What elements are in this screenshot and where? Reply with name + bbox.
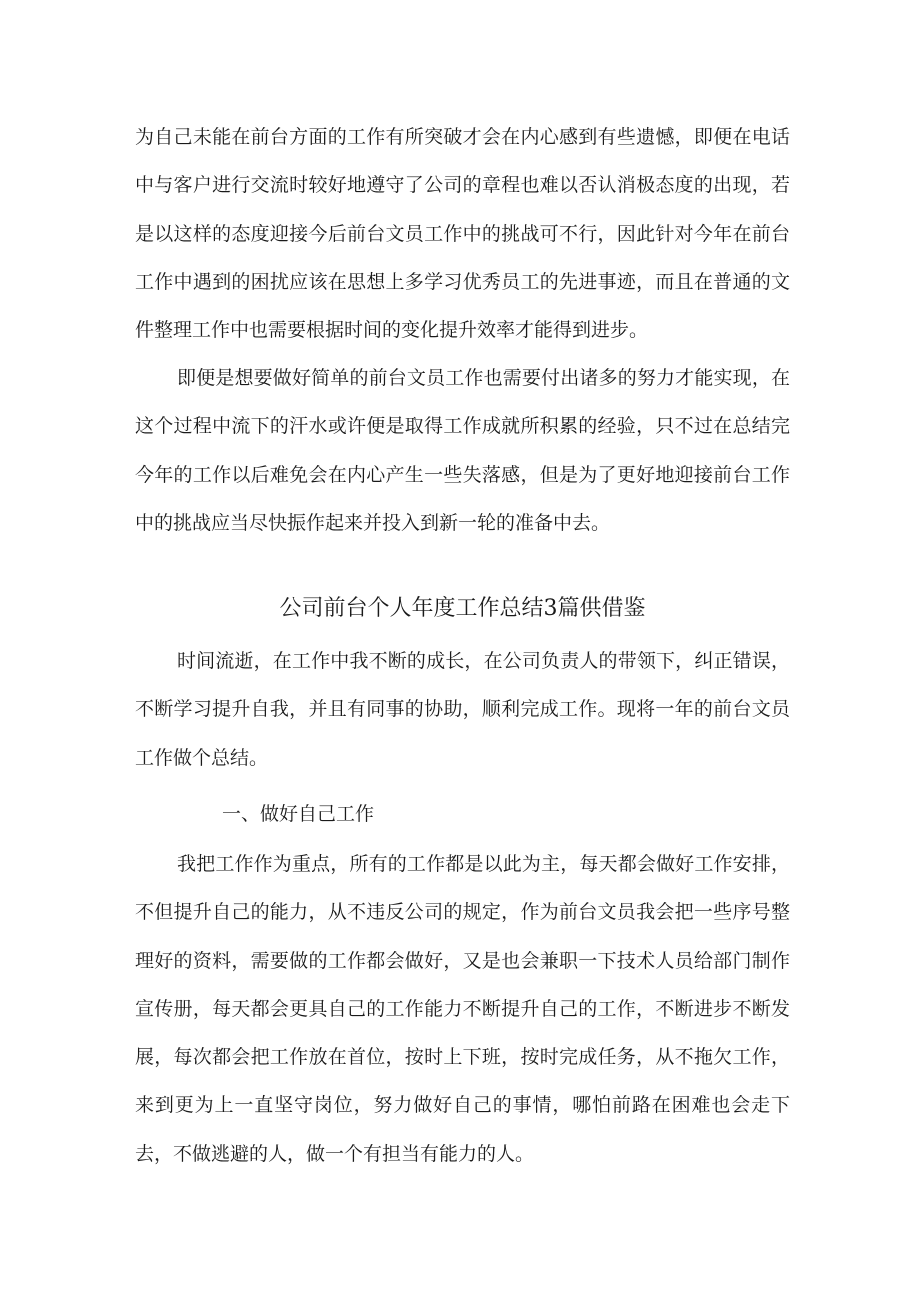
section-heading: 一、做好自己工作 <box>222 803 375 825</box>
paragraph-section-body: 我把工作作为重点，所有的工作都是以此为主，每天都会做好工作安排，不但提升自己的能力，从不违反公司的规定，作为前台文员我会把一些序号整理好的资料，需要做的工作都会做好，又是也会兼职一下技术人员给部门制作宣传册，每天都会更具自己的工作能力不断提升自己的工作，不断进步不断发展，每次都会把工作放在首位，按时上下班，按时完成任务，从不拖欠工作，来到更为上一直坚守岗位，努力做好自己的事情，哪怕前路在困难也会走下去，不做逃避的人，做一个有担当有能力的人。 <box>135 853 790 1165</box>
paragraph-intro: 时间流逝，在工作中我不断的成长，在公司负责人的带领下，纠正错误，不断学习提升自我，并且有同事的协助，顺利完成工作。现将一年的前台文员工作做个总结。 <box>135 650 790 769</box>
paragraph-continuation: 为自己未能在前台方面的工作有所突破才会在内心感到有些遗憾，即便在电话中与客户进行交流时较好地遵守了公司的章程也难以否认消极态度的出现，若是以这样的态度迎接今后前台文员工作中的挑战可不行，因此针对今年在前台工作中遇到的困扰应该在思想上多学习优秀员工的先进事迹，而且在普通的文件整理工作中也需要根据时间的变化提升效率才能得到进步。 <box>135 126 790 342</box>
document-title: 公司前台个人年度工作总结3篇供借鉴 <box>279 596 646 621</box>
paragraph-effort: 即便是想要做好简单的前台文员工作也需要付出诸多的努力才能实现，在这个过程中流下的汗水或许便是取得工作成就所积累的经验，只不过在总结完今年的工作以后难免会在内心产生一些失落感，但是为了更好地迎接前台工作中的挑战应当尽快振作起来并投入到新一轮的准备中去。 <box>135 367 790 534</box>
